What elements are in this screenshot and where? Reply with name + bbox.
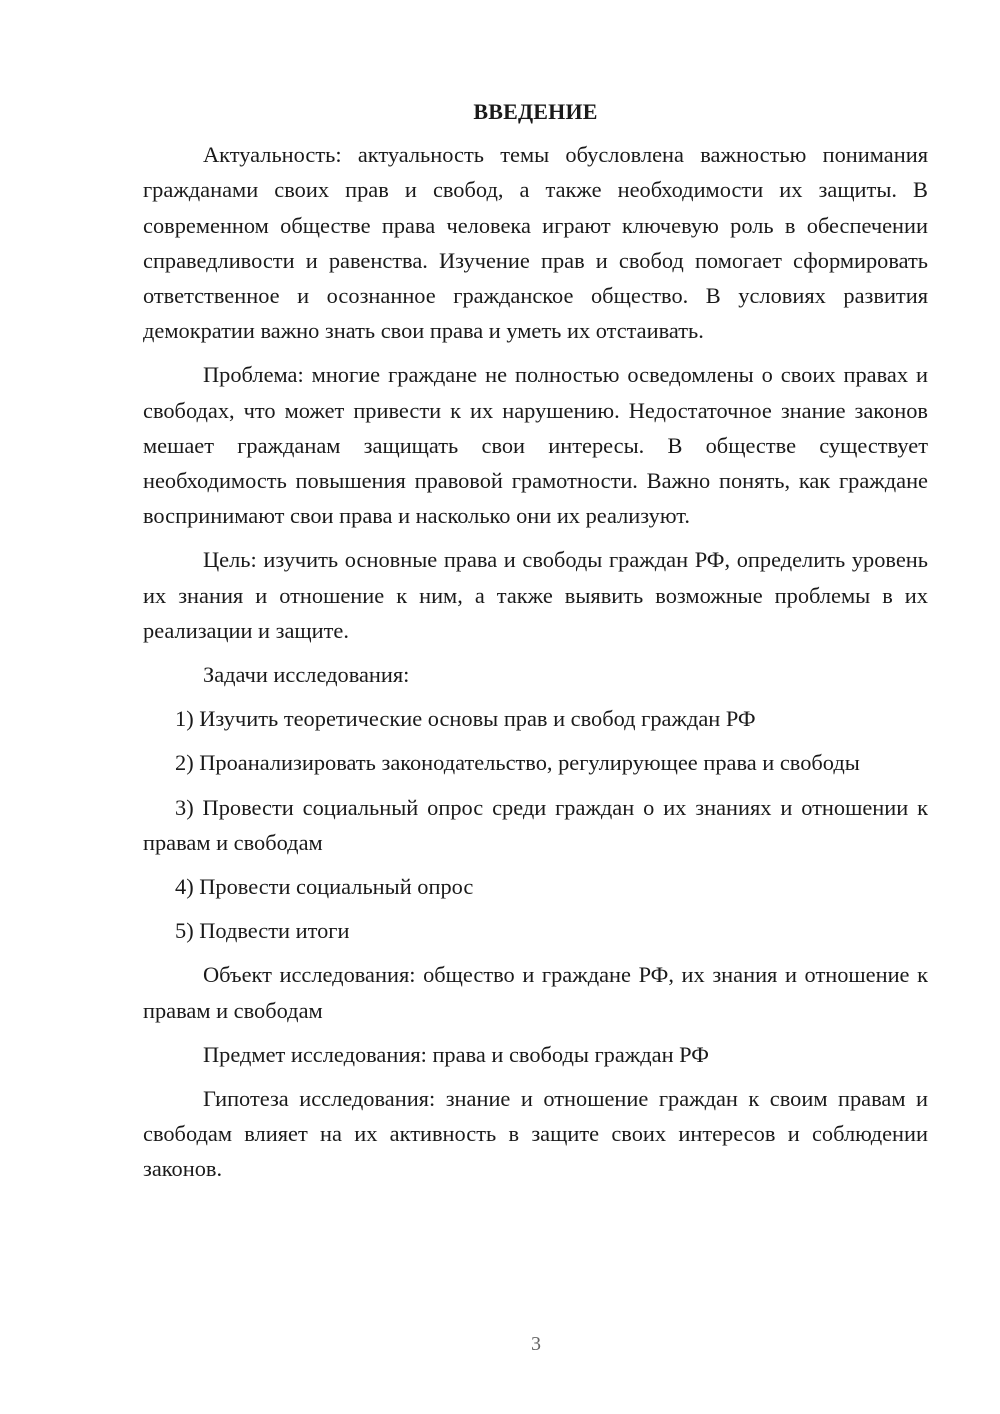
task-item-3: 3) Провести социальный опрос среди граждан о их знаниях и отношении к правам и свободам [143,794,928,855]
task-item-4: 4) Провести социальный опрос [175,874,474,900]
page-number: 3 [531,1333,541,1355]
problem-paragraph: Проблема: многие граждане не полностью осведомлены о своих правах и свободах, что может привести к их нарушению. Недостаточное знание законов мешает гражданам защищать свои интересы. В обществе существует необходимость повышения правовой грамотности. Важно понять, как граждане воспринимают свои права и насколько они их реализуют. [143,362,928,529]
goal-paragraph: Цель: изучить основные права и свободы граждан РФ, определить уровень их знания и отношение к ним, а также выявить возможные проблемы в их реализации и защите. [143,547,928,643]
relevance-paragraph: Актуальность: актуальность темы обусловлена важностью понимания гражданами своих прав и свобод, а также необходимости их защиты. В современном обществе права человека играют ключевую роль в обеспечении справедливости и равенства. Изучение прав и свобод помогает сформировать ответственное и осознанное гражданское общество. В условиях развития демократии важно знать свои права и уметь их отстаивать. [143,142,928,344]
task-item-5: 5) Подвести итоги [175,918,350,944]
document-page [143,94,928,1196]
hypothesis-paragraph: Гипотеза исследования: знание и отношение граждан к своим правам и свободам влияет на их активность в защите своих интересов и соблюдении законов. [143,1086,928,1182]
task-item-2: 2) Проанализировать законодательство, регулирующее права и свободы [175,750,860,776]
research-subject-paragraph: Предмет исследования: права и свободы граждан РФ [203,1041,709,1067]
tasks-heading: Задачи исследования: [203,662,410,688]
task-item-1: 1) Изучить теоретические основы прав и свобод граждан РФ [175,706,756,732]
research-object-paragraph: Объект исследования: общество и граждане РФ, их знания и отношение к правам и свободам [143,962,928,1023]
page-title: ВВЕДЕНИЕ [473,99,598,124]
